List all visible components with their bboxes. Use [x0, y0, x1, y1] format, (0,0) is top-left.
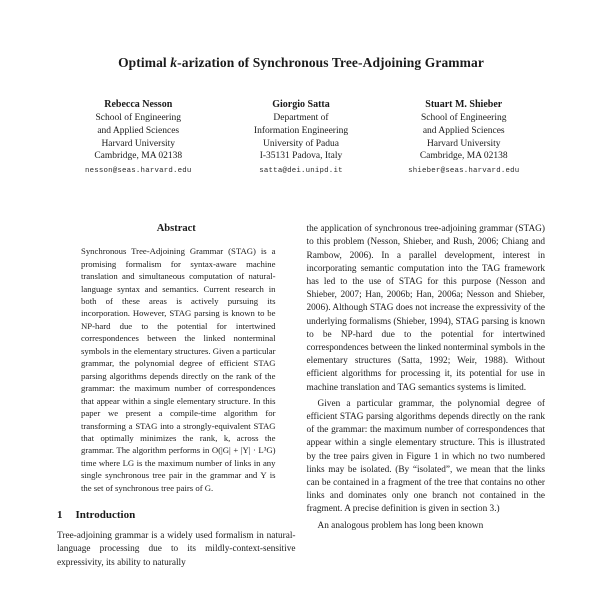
- body-column-left: [57, 223, 296, 570]
- author-affiliation-line: School of Engineering: [421, 113, 507, 123]
- body-column-right: [307, 223, 546, 570]
- paper-title-math-k: k: [170, 55, 178, 70]
- section-heading-introduction: [57, 509, 296, 521]
- author-name: Stuart M. Shieber: [425, 99, 503, 110]
- author-email: nesson@seas.harvard.edu: [84, 167, 192, 176]
- paper-title: [57, 54, 545, 71]
- author-email: shieber@seas.harvard.edu: [408, 167, 520, 176]
- paper-title-post: -arization of Synchronous Tree-Adjoining Grammar: [177, 55, 484, 70]
- author-name: Rebecca Nesson: [104, 99, 173, 110]
- author-affiliation-line: University of Padua: [263, 138, 339, 149]
- author-affiliation-line: Harvard University: [101, 138, 176, 149]
- author-card-satta: [220, 98, 383, 175]
- author-affiliation-line: and Applied Sciences: [97, 125, 180, 136]
- author-affiliation-line: and Applied Sciences: [422, 125, 505, 136]
- author-affiliation-line: Cambridge, MA 02138: [94, 151, 183, 162]
- abstract-section: [57, 223, 296, 494]
- abstract-text: Synchronous Tree-Adjoining Grammar (STAG) is a promising formalism for syntax-aware machine translation and simultaneous computation of natural-language syntax and semantics. Current research in both of these areas is actively pursuing its incorporation. However, STAG parsing is known to be NP-hard due to the potential for intertwined correspondences between the linked nonterminal symbols in the elementary structures. Given a particular grammar, the polynomial degree of efficient STAG parsing algorithms depends directly on the rank of the grammar: the maximum number of correspondences that appear within a single elementary structure. In this paper we present a compile-time algorithm for transforming a STAG into a strongly-equivalent STAG that optimally minimizes the rank, k, across the grammar. The algorithm performs in O(|G| + |Y| · L³G) time where LG is the maximum number of links in any single synchronous tree pair in the grammar and Y is the set of synchronous tree pairs of G.: [81, 246, 276, 493]
- author-affiliation-line: School of Engineering: [95, 113, 181, 123]
- section-title: Introduction: [75, 509, 136, 522]
- body-columns: [57, 223, 545, 570]
- section-number: 1: [57, 509, 63, 522]
- author-email: satta@dei.unipd.it: [259, 167, 343, 176]
- author-affiliation-line: I-35131 Padova, Italy: [259, 151, 343, 162]
- author-name: Giorgio Satta: [272, 99, 330, 110]
- paragraph: Given a particular grammar, the polynomial degree of efficient STAG parsing algorithms depends directly on the rank of the grammar: the maximum number of correspondences that appear within a single elementary structure. This is illustrated by the tree pairs given in Figure 1 in which no two numbered links may be isolated. (By “isolated”, we mean that the links can be contained in a fragment of the tree that contains no other links and dominates only one branch not contained in the fragment. A precise definition is given in section 3.): [306, 398, 545, 515]
- author-card-nesson: [57, 98, 220, 175]
- authors-block: [57, 98, 545, 175]
- abstract-heading: Abstract: [156, 223, 196, 235]
- paragraph: the application of synchronous tree-adjoining grammar (STAG) to this problem (Nesson, Shieber, and Rush, 2006; Chiang and Rambow, 2006). In a parallel development, interest in incorporating semantic computation into the TAG framework has led to the use of STAG for this purpose (Nesson and Shieber, 2007; Han, 2006b; Han, 2006a; Nesson and Shieber, 2006). Although STAG does not increase the expressivity of the underlying formalisms (Shieber, 1994), STAG parsing is known to be NP-hard due to the potential for intertwined correspondences between the linked nonterminal symbols in the elementary structures (Satta, 1992; Weir, 1988). Without efficient algorithms for processing it, its potential for use in machine translation and TAG semantics systems is limited.: [306, 224, 545, 393]
- paragraph: An analogous problem has long been known: [317, 520, 484, 531]
- author-affiliation-line: Information Engineering: [253, 125, 349, 136]
- paper-title-pre: Optimal: [118, 55, 171, 70]
- author-affiliation-line: Department of: [273, 113, 329, 123]
- author-card-shieber: [383, 98, 546, 175]
- introduction-paragraph: Tree-adjoining grammar is a widely used formalism in natural-language processing due to its mildly-context-sensitive expressivity, its ability to naturally: [57, 531, 296, 568]
- author-affiliation-line: Harvard University: [426, 138, 501, 149]
- author-affiliation-line: Cambridge, MA 02138: [419, 151, 508, 162]
